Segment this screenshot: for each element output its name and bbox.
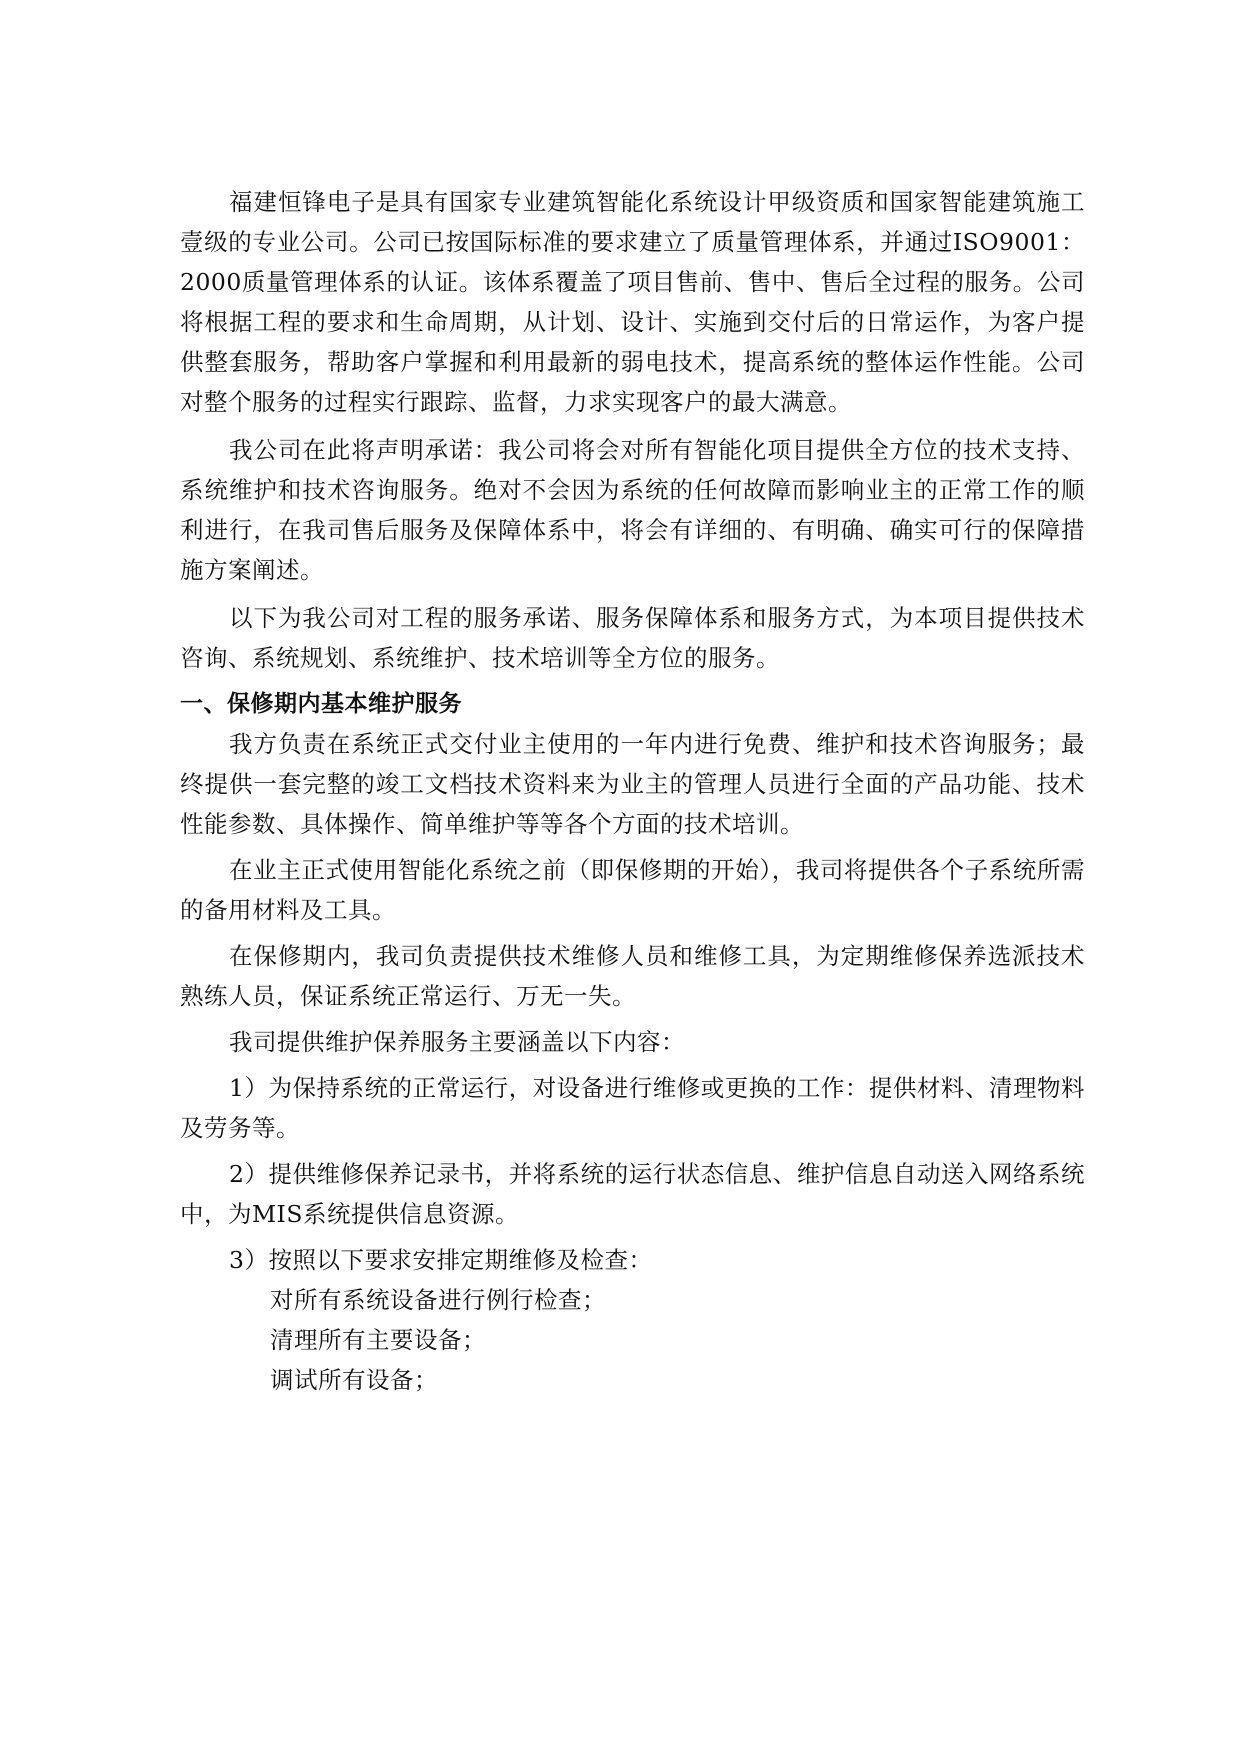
numbered-item: 3）按照以下要求安排定期维修及检查： <box>229 1246 653 1274</box>
sub-item: 清理所有主要设备； <box>270 1326 486 1354</box>
document-body <box>180 182 1085 1400</box>
intro-paragraph: 福建恒锋电子是具有国家专业建筑智能化系统设计甲级资质和国家智能建筑施工壹级的专业公司。公司已按国际标准的要求建立了质量管理体系，并通过ISO9001：2000质量管理体系的认证。该体系覆盖了项目售前、售中、售后全过程的服务。公司将根据工程的要求和生命周期，从计划、设计、实施到交付后的日常运作，为客户提供整套服务，帮助客户掌握和利用最新的弱电技术，提高系统的整体运作性能。公司对整个服务的过程实行跟踪、监督，力求实现客户的最大满意。 <box>180 188 1085 416</box>
commitment-paragraph: 我公司在此将声明承诺：我公司将会对所有智能化项目提供全方位的技术支持、系统维护和技术咨询服务。绝对不会因为系统的任何故障而影响业主的正常工作的顺利进行，在我司售后服务及保障体系中，将会有详细的、有明确、确实可行的保障措施方案阐述。 <box>180 436 1085 584</box>
numbered-item: 2）提供维修保养记录书，并将系统的运行状态信息、维护信息自动送入网络系统中，为MIS系统提供信息资源。 <box>180 1160 1085 1228</box>
section-paragraph: 我司提供维护保养服务主要涵盖以下内容： <box>229 1028 685 1056</box>
section-heading: 一、保修期内基本维护服务 <box>180 691 462 717</box>
numbered-item: 1）为保持系统的正常运行，对设备进行维修或更换的工作：提供材料、清理物料及劳务等。 <box>180 1074 1085 1142</box>
sub-item: 对所有系统设备进行例行检查； <box>270 1286 606 1314</box>
service-overview-paragraph: 以下为我公司对工程的服务承诺、服务保障体系和服务方式，为本项目提供技术咨询、系统规划、系统维护、技术培训等全方位的服务。 <box>180 604 1085 672</box>
section-paragraph: 在业主正式使用智能化系统之前（即保修期的开始），我司将提供各个子系统所需的备用材料及工具。 <box>180 856 1085 924</box>
section-paragraph: 在保修期内，我司负责提供技术维修人员和维修工具，为定期维修保养选派技术熟练人员，保证系统正常运行、万无一失。 <box>180 942 1085 1010</box>
section-paragraph: 我方负责在系统正式交付业主使用的一年内进行免费、维护和技术咨询服务；最终提供一套完整的竣工文档技术资料来为业主的管理人员进行全面的产品功能、技术性能参数、具体操作、简单维护等等各个方面的技术培训。 <box>180 730 1085 838</box>
sub-item: 调试所有设备； <box>270 1366 438 1394</box>
